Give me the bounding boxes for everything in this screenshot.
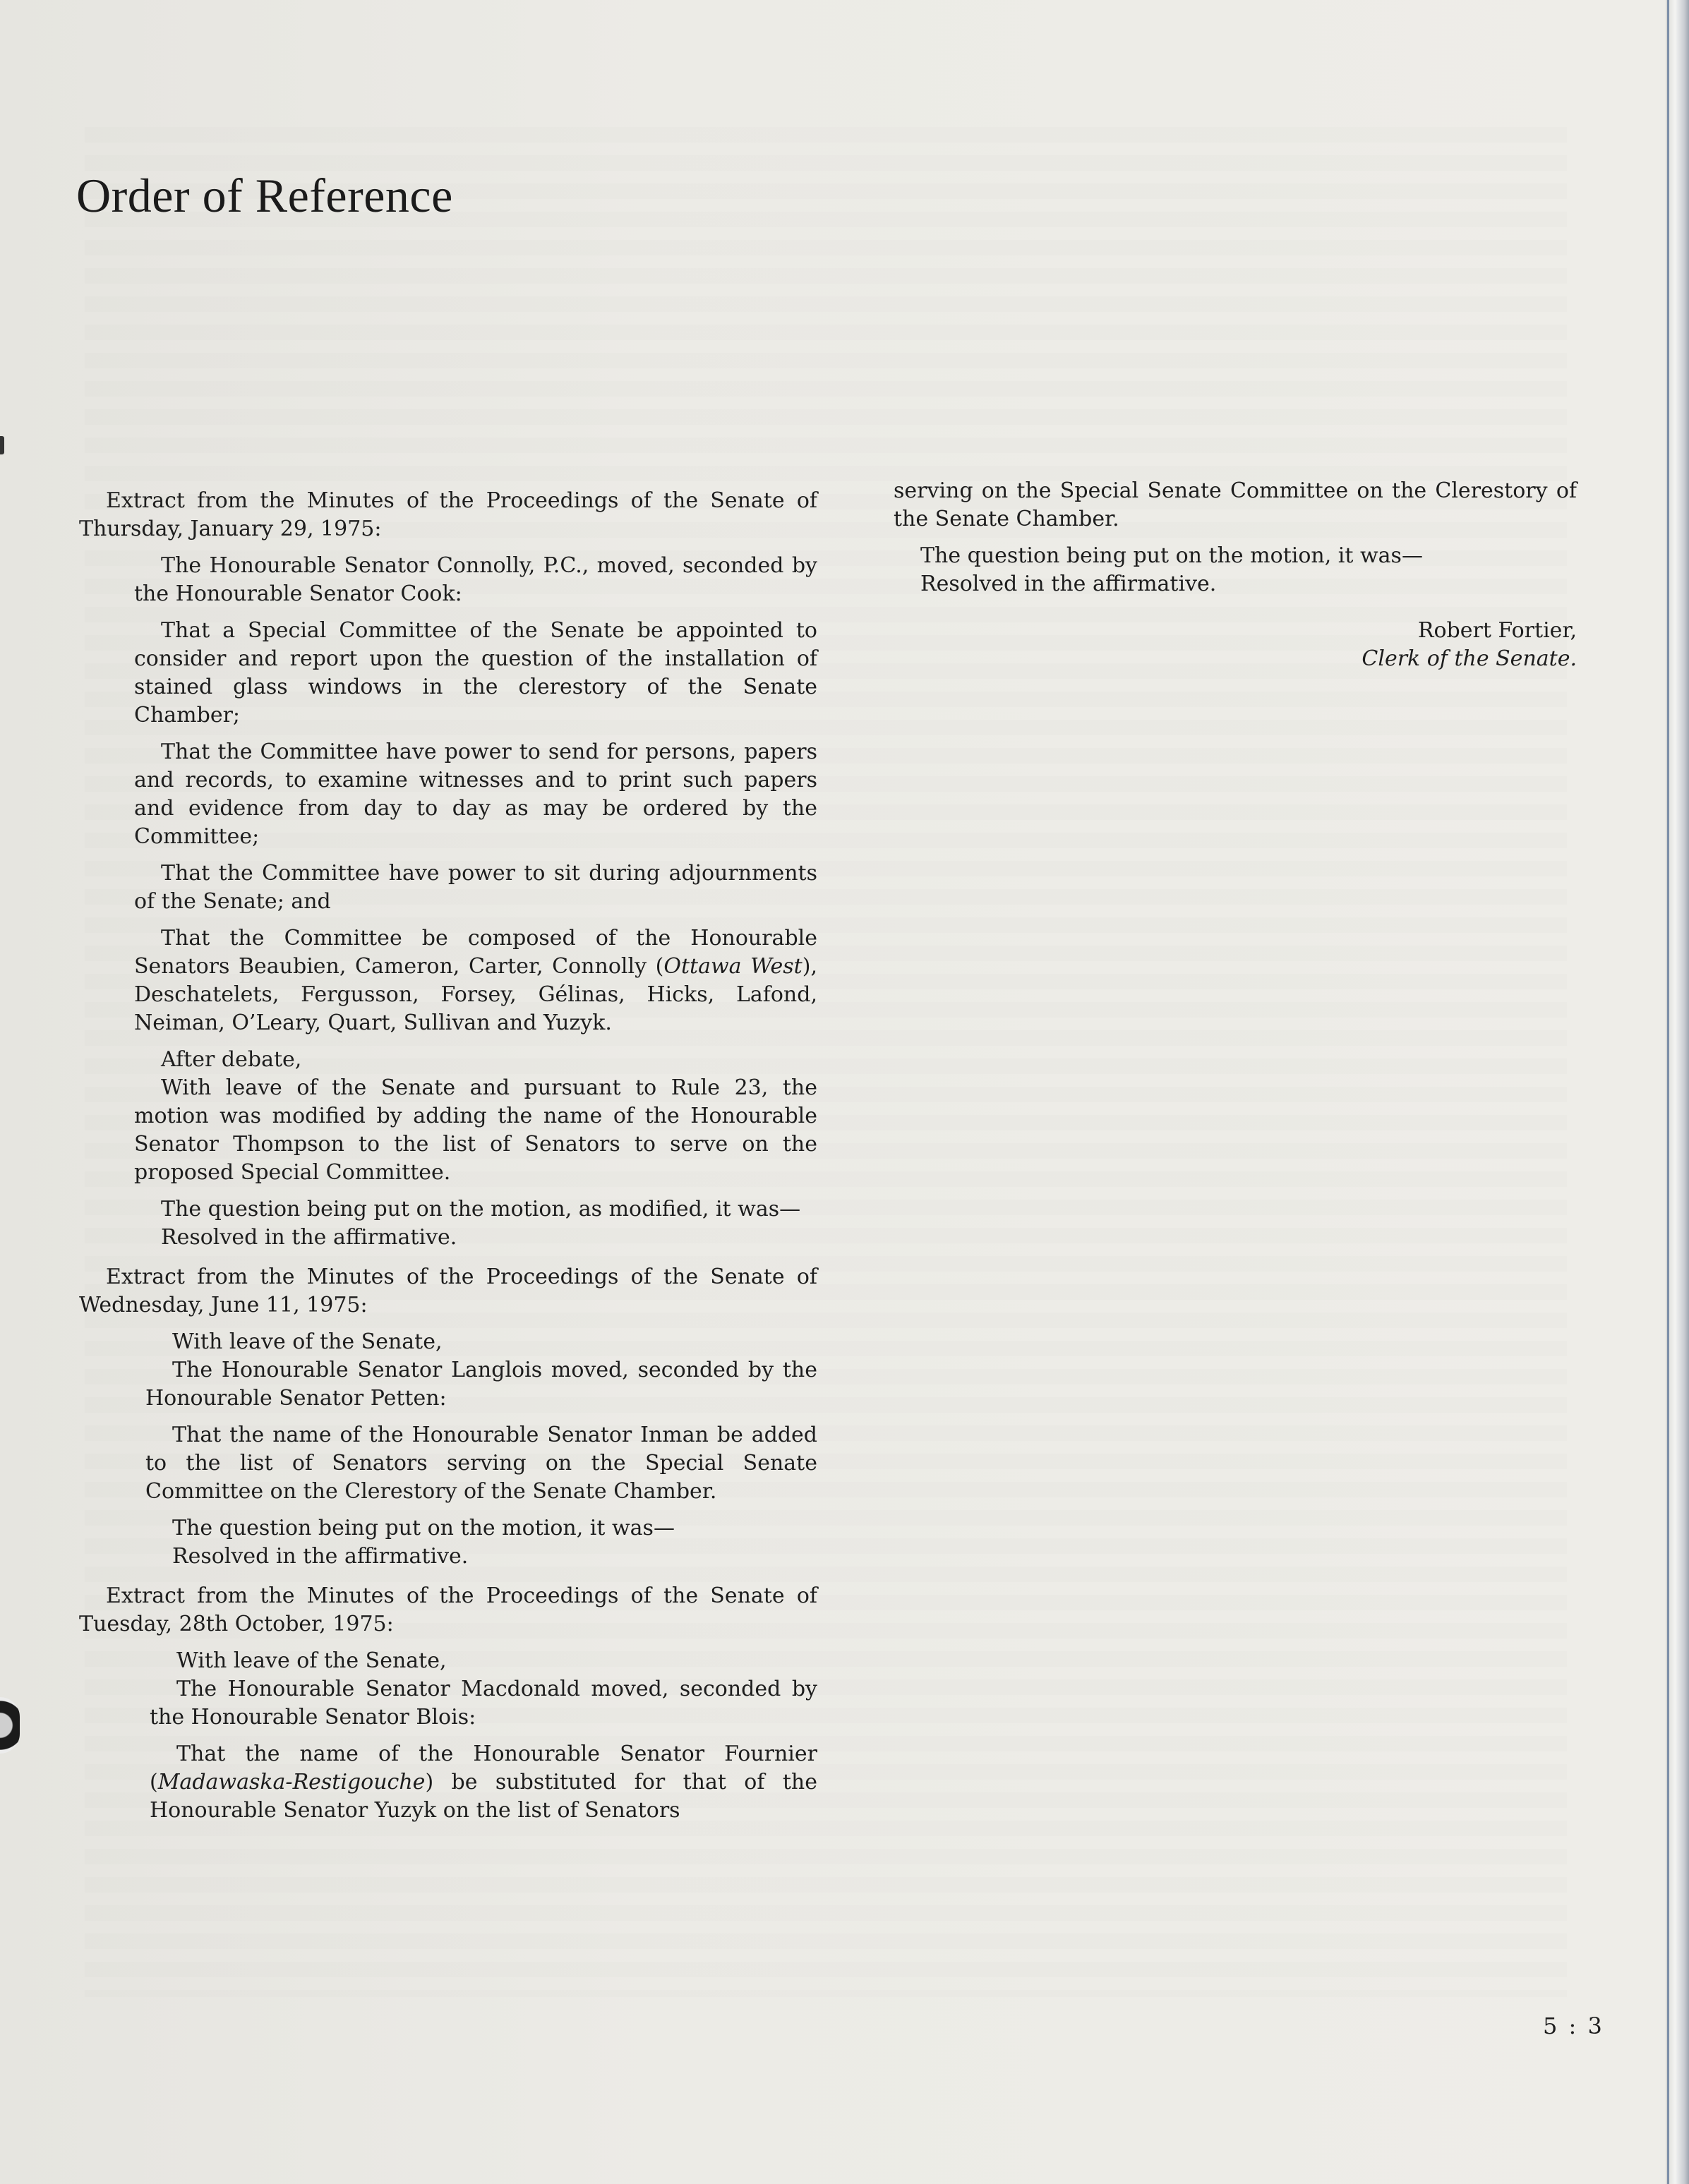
signature-title: Clerk of the Senate. — [1362, 646, 1577, 671]
extract-1-paragraph: The Honourable Senator Connolly, P.C., moved, seconded by the Honourable Senator Cook: — [134, 553, 817, 606]
after-debate: After debate, — [161, 1047, 302, 1072]
question-line: The question being put on the motion, as modified, it was— — [161, 1197, 801, 1221]
extract-3-text-before: That the name of the Honourable Senator Fournier ( — [150, 1742, 817, 1794]
extract-2-question: The question being put on the motion, it was— — [172, 1516, 675, 1540]
extract-2-motion: The Honourable Senator Langlois moved, seconded by the Honourable Senator Petten: — [145, 1358, 817, 1411]
right-question: The question being put on the motion, it was— — [920, 543, 1423, 568]
extract-1-body — [79, 552, 817, 1252]
extract-1-intro: Extract from the Minutes of the Proceedings of the Senate of Thursday, January 29, 1975: — [79, 488, 817, 541]
right-column — [894, 477, 1577, 682]
extract-3-body-text — [150, 1740, 817, 1825]
composition-italic: Ottawa West — [663, 954, 803, 979]
extract-3-motion: The Honourable Senator Macdonald moved, seconded by the Honourable Senator Blois: — [150, 1677, 817, 1730]
extract-2-body-text: That the name of the Honourable Senator Inman be added to the list of Senators serving on the Special Senate Committee on the Clerestory of the Senate Chamber. — [145, 1423, 817, 1504]
page-number: 5 : 3 — [1543, 2013, 1604, 2039]
continuation-text: serving on the Special Senate Committee on the Clerestory of the Senate Chamber. — [894, 478, 1577, 531]
page-margin-mark — [0, 436, 4, 454]
binding-edge-line — [1667, 0, 1669, 2184]
extract-1-paragraph: That the Committee have power to send for persons, papers and records, to examine witnesses and to print such papers and evidence from day to day as may be ordered by the Committee; — [134, 740, 817, 849]
signature-name: Robert Fortier, — [1417, 618, 1577, 643]
extract-2-leave: With leave of the Senate, — [172, 1329, 443, 1354]
page-title: Order of Reference — [76, 169, 453, 222]
extract-3-leave: With leave of the Senate, — [176, 1648, 447, 1673]
left-column — [79, 487, 817, 1833]
extract-1-composition — [134, 924, 817, 1037]
extract-2-body — [79, 1328, 817, 1571]
extract-2-intro: Extract from the Minutes of the Proceedings of the Senate of Wednesday, June 11, 1975: — [79, 1265, 817, 1317]
extract-1-paragraph: That a Special Committee of the Senate be appointed to consider and report upon the question of the installation of stained glass windows in the clerestory of the Senate Chamber; — [134, 618, 817, 728]
extract-3-text-after: ) be substituted for that of the Honourable Senator Yuzyk on the list of Senators — [150, 1770, 817, 1823]
resolved-line: Resolved in the affirmative. — [161, 1225, 457, 1250]
extract-3-intro: Extract from the Minutes of the Proceedings of the Senate of Tuesday, 28th October, 1975: — [79, 1583, 817, 1636]
right-resolved: Resolved in the affirmative. — [920, 572, 1217, 596]
extract-2-resolved: Resolved in the affirmative. — [172, 1544, 469, 1569]
composition-text-after: ), Deschatelets, Fergusson, Forsey, Gélinas, Hicks, Lafond, Neiman, O’Leary, Quart, Sullivan and Yuzyk. — [134, 954, 817, 1035]
extract-1-paragraph: That the Committee have power to sit during adjournments of the Senate; and — [134, 861, 817, 914]
extract-3-italic: Madawaska-Restigouche — [157, 1770, 426, 1794]
extract-3-body — [79, 1647, 817, 1825]
composition-text-before: That the Committee be composed of the Honourable Senators Beaubien, Cameron, Carter, Connolly ( — [134, 926, 817, 979]
leave-paragraph: With leave of the Senate and pursuant to Rule 23, the motion was modified by adding the name of the Honourable Senator Thompson to the list of Senators to serve on the proposed Special Committee. — [134, 1075, 817, 1185]
